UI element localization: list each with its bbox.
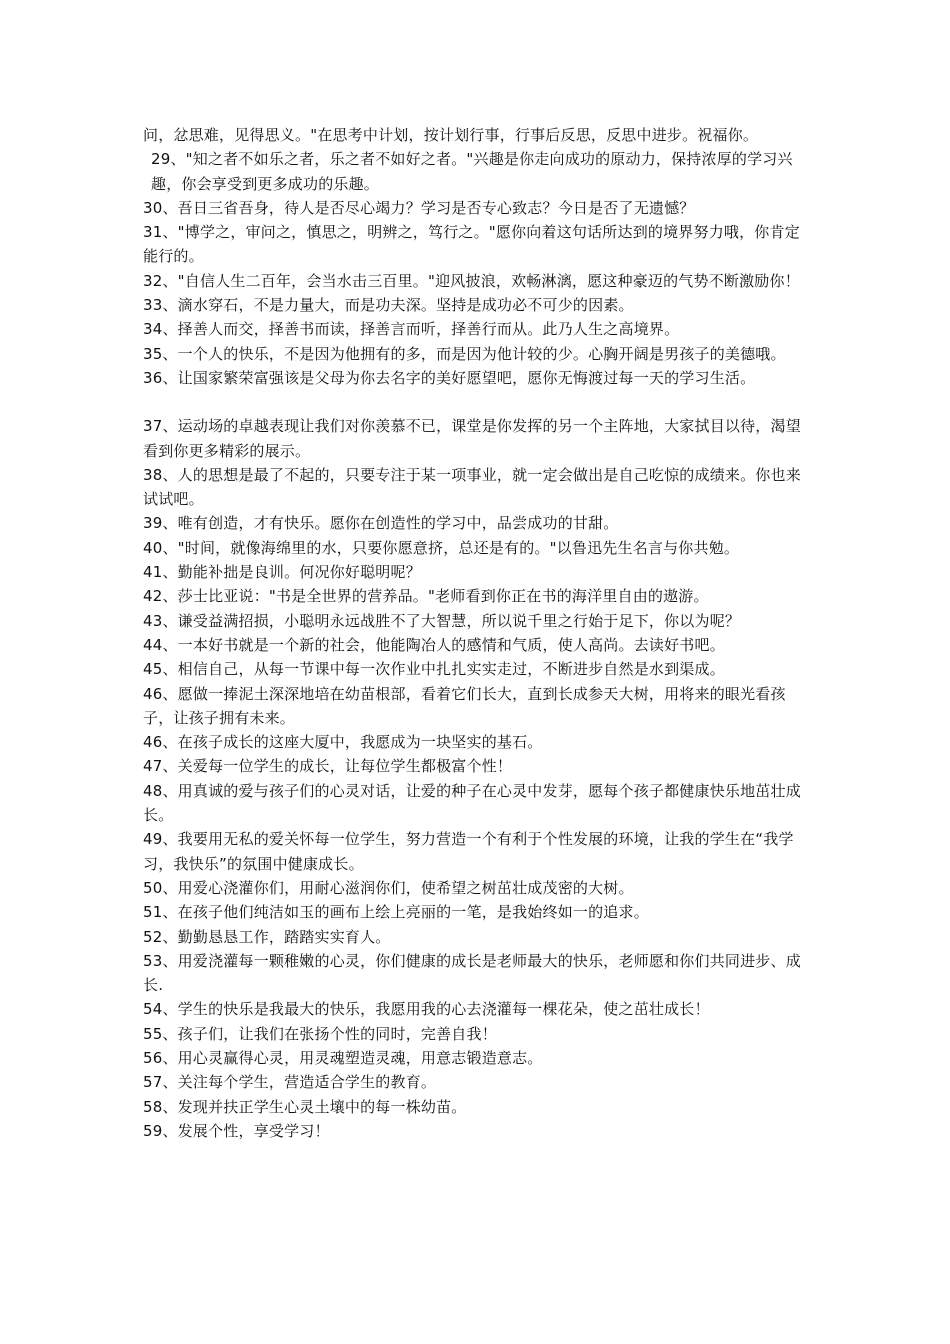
paragraph-36: 36、让国家繁荣富强该是父母为你去名字的美好愿望吧，愿你无悔渡过每一天的学习生活。 [143,368,756,387]
paragraph-57: 57、关注每个学生，营造适合学生的教育。 [143,1073,437,1092]
paragraph-33: 33、滴水穿石，不是力量大，而是功夫深。坚持是成功必不可少的因素。 [143,296,634,315]
paragraph-58: 58、发现并扶正学生心灵土壤中的每一株幼苗。 [143,1097,467,1116]
paragraph-39: 39、唯有创造，才有快乐。愿你在创造性的学习中，品尝成功的甘甜。 [143,514,619,533]
paragraph-56: 56、用心灵赢得心灵，用灵魂塑造灵魂，用意志锻造意志。 [143,1048,543,1067]
paragraph-53: 53、用爱浇灌每一颗稚嫩的心灵，你们健康的成长是老师最大的快乐，老师愿和你们共同进步、成长. [143,951,801,995]
paragraph-34: 34、择善人而交，择善书而读，择善言而听，择善行而从。此乃人生之高境界。 [143,320,680,339]
paragraph-49: 49、我要用无私的爱关怀每一位学生，努力营造一个有利于个性发展的环境，让我的学生在“我学习，我快乐”的氛围中健康成长。 [143,830,794,873]
paragraph-51: 51、在孩子他们纯洁如玉的画布上绘上亮丽的一笔，是我始终如一的追求。 [143,903,649,922]
paragraph-30: 30、吾日三省吾身，待人是否尽心竭力？学习是否专心致志？今日是否了无遗憾？ [143,198,695,217]
paragraph-50: 50、用爱心浇灌你们，用耐心滋润你们，使希望之树茁壮成茂密的大树。 [143,878,634,897]
paragraph-41: 41、勤能补拙是良训。何况你好聪明呢？ [143,563,421,582]
paragraph-42: 42、莎士比亚说："书是全世界的营养品。"老师看到你正在书的海洋里自由的遨游。 [143,587,709,606]
paragraph-40: 40、"时间，就像海绵里的水，只要你愿意挤，总还是有的。"以鲁迅先生名言与你共勉。 [143,538,740,557]
paragraph-32: 32、"自信人生二百年，会当水击三百里。"迎风披浪，欢畅淋漓，愿这种豪迈的气势不断激励你！ [143,271,800,290]
paragraph-54: 54、学生的快乐是我最大的快乐，我愿用我的心去浇灌每一棵花朵，使之茁壮成长！ [143,1000,710,1019]
paragraph-46b: 46、在孩子成长的这座大厦中，我愿成为一块坚实的基石。 [143,733,543,752]
paragraph-35: 35、一个人的快乐，不是因为他拥有的多，而是因为他计较的少。心胸开阔是男孩子的美德哦。 [143,344,786,363]
paragraph-59: 59、发展个性，享受学习！ [143,1121,330,1140]
paragraph-43: 43、谦受益满招损，小聪明永远战胜不了大智慧，所以说千里之行始于足下，你以为呢？ [143,611,741,630]
paragraph-52: 52、勤勤恳恳工作，踏踏实实育人。 [143,927,391,946]
paragraph-38: 38、人的思想是最了不起的，只要专注于某一项事业，就一定会做出是自己吃惊的成绩来。你也来试试吧。 [143,465,801,509]
document-body [143,123,815,1143]
paragraph-48: 48、用真诚的爱与孩子们的心灵对话，让爱的种子在心灵中发芽，愿每个孩子都健康快乐地茁壮成长。 [143,781,801,825]
paragraph-37: 37、运动场的卓越表现让我们对你羡慕不已，课堂是你发挥的另一个主阵地，大家拭目以待，渴望看到你更多精彩的展示。 [143,417,801,460]
paragraph-31: 31、"博学之，审问之，慎思之，明辨之，笃行之。"愿你向着这句话所达到的境界努力哦，你肯定能行的。 [143,223,800,266]
paragraph-55: 55、孩子们，让我们在张扬个性的同时，完善自我！ [143,1024,497,1043]
paragraph-29: 29、"知之者不如乐之者，乐之者不如好之者。"兴趣是你走向成功的原动力，保持浓厚的学习兴趣，你会享受到更多成功的乐趣。 [151,150,793,193]
paragraph-47: 47、关爱每一位学生的成长，让每位学生都极富个性！ [143,757,513,776]
paragraph-46a: 46、愿做一捧泥土深深地培在幼苗根部，看着它们长大，直到长成参天大树，用将来的眼光看孩子，让孩子拥有未来。 [143,684,786,727]
paragraph-45: 45、相信自己，从每一节课中每一次作业中扎扎实实走过，不断进步自然是水到渠成。 [143,660,725,679]
paragraph-44: 44、一本好书就是一个新的社会，他能陶冶人的感情和气质，使人高尚。去读好书吧。 [143,635,725,654]
paragraph-continuation: 问，忿思难，见得思义。"在思考中计划，按计划行事，行事后反思，反思中进步。祝福你。 [143,126,759,144]
